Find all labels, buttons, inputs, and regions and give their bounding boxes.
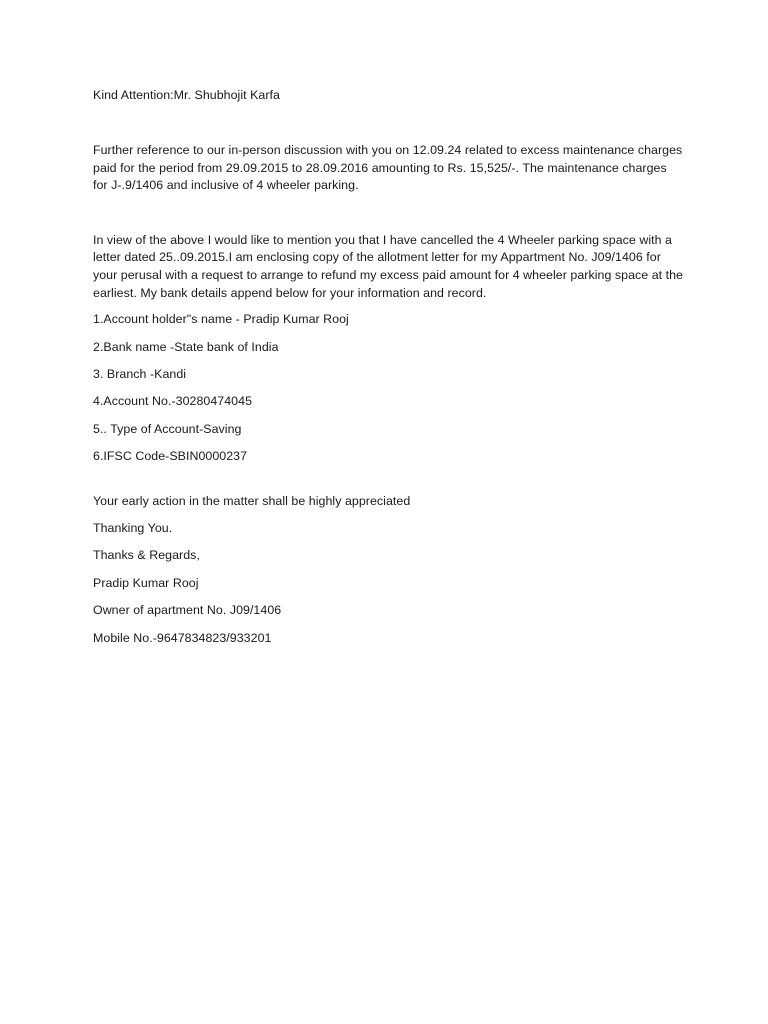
bank-detail-ifsc: 6.IFSC Code-SBIN0000237 [93,449,248,464]
attention-line: Kind Attention:Mr. Shubhojit Karfa [93,88,280,102]
signatory-mobile: Mobile No.-9647834823/933201 [93,630,272,645]
bank-detail-branch: 3. Branch -Kandi [93,366,187,381]
closing-block [93,493,683,648]
signatory-name: Pradip Kumar Rooj [93,575,199,590]
reference-paragraph: Further reference to our in-person discussion with you on 12.09.24 related to excess maintenance charges paid for the period from 29.09.2015 to 28.09.2016 amounting to Rs. 15,525/-. The maintenance charges for J-.9/1406 and inclusive of 4 wheeler parking. [93,143,683,193]
signatory-role: Owner of apartment No. J09/1406 [93,603,282,618]
bank-detail-bank-name: 2.Bank name -State bank of India [93,339,279,354]
bank-details-list [93,311,683,466]
letter-body [93,87,683,657]
bank-detail-account-number: 4.Account No.-30280474045 [93,394,253,409]
thanks-line: Thanking You. [93,521,173,536]
regards-line: Thanks & Regards, [93,548,200,563]
closing-request: Your early action in the matter shall be highly appreciated [93,493,411,508]
bank-detail-account-type: 5.. Type of Account-Saving [93,421,242,436]
request-paragraph: In view of the above I would like to mention you that I have cancelled the 4 Wheeler parking space with a letter dated 25..09.2015.I am enclosing copy of the allotment letter for my Appartment No. J09/1406 for your perusal with a request to arrange to refund my excess paid amount for 4 wheeler parking space at the earliest. My bank details append below for your information and record. [93,232,683,300]
bank-detail-account-holder: 1.Account holder"s name - Pradip Kumar Rooj [93,312,349,327]
